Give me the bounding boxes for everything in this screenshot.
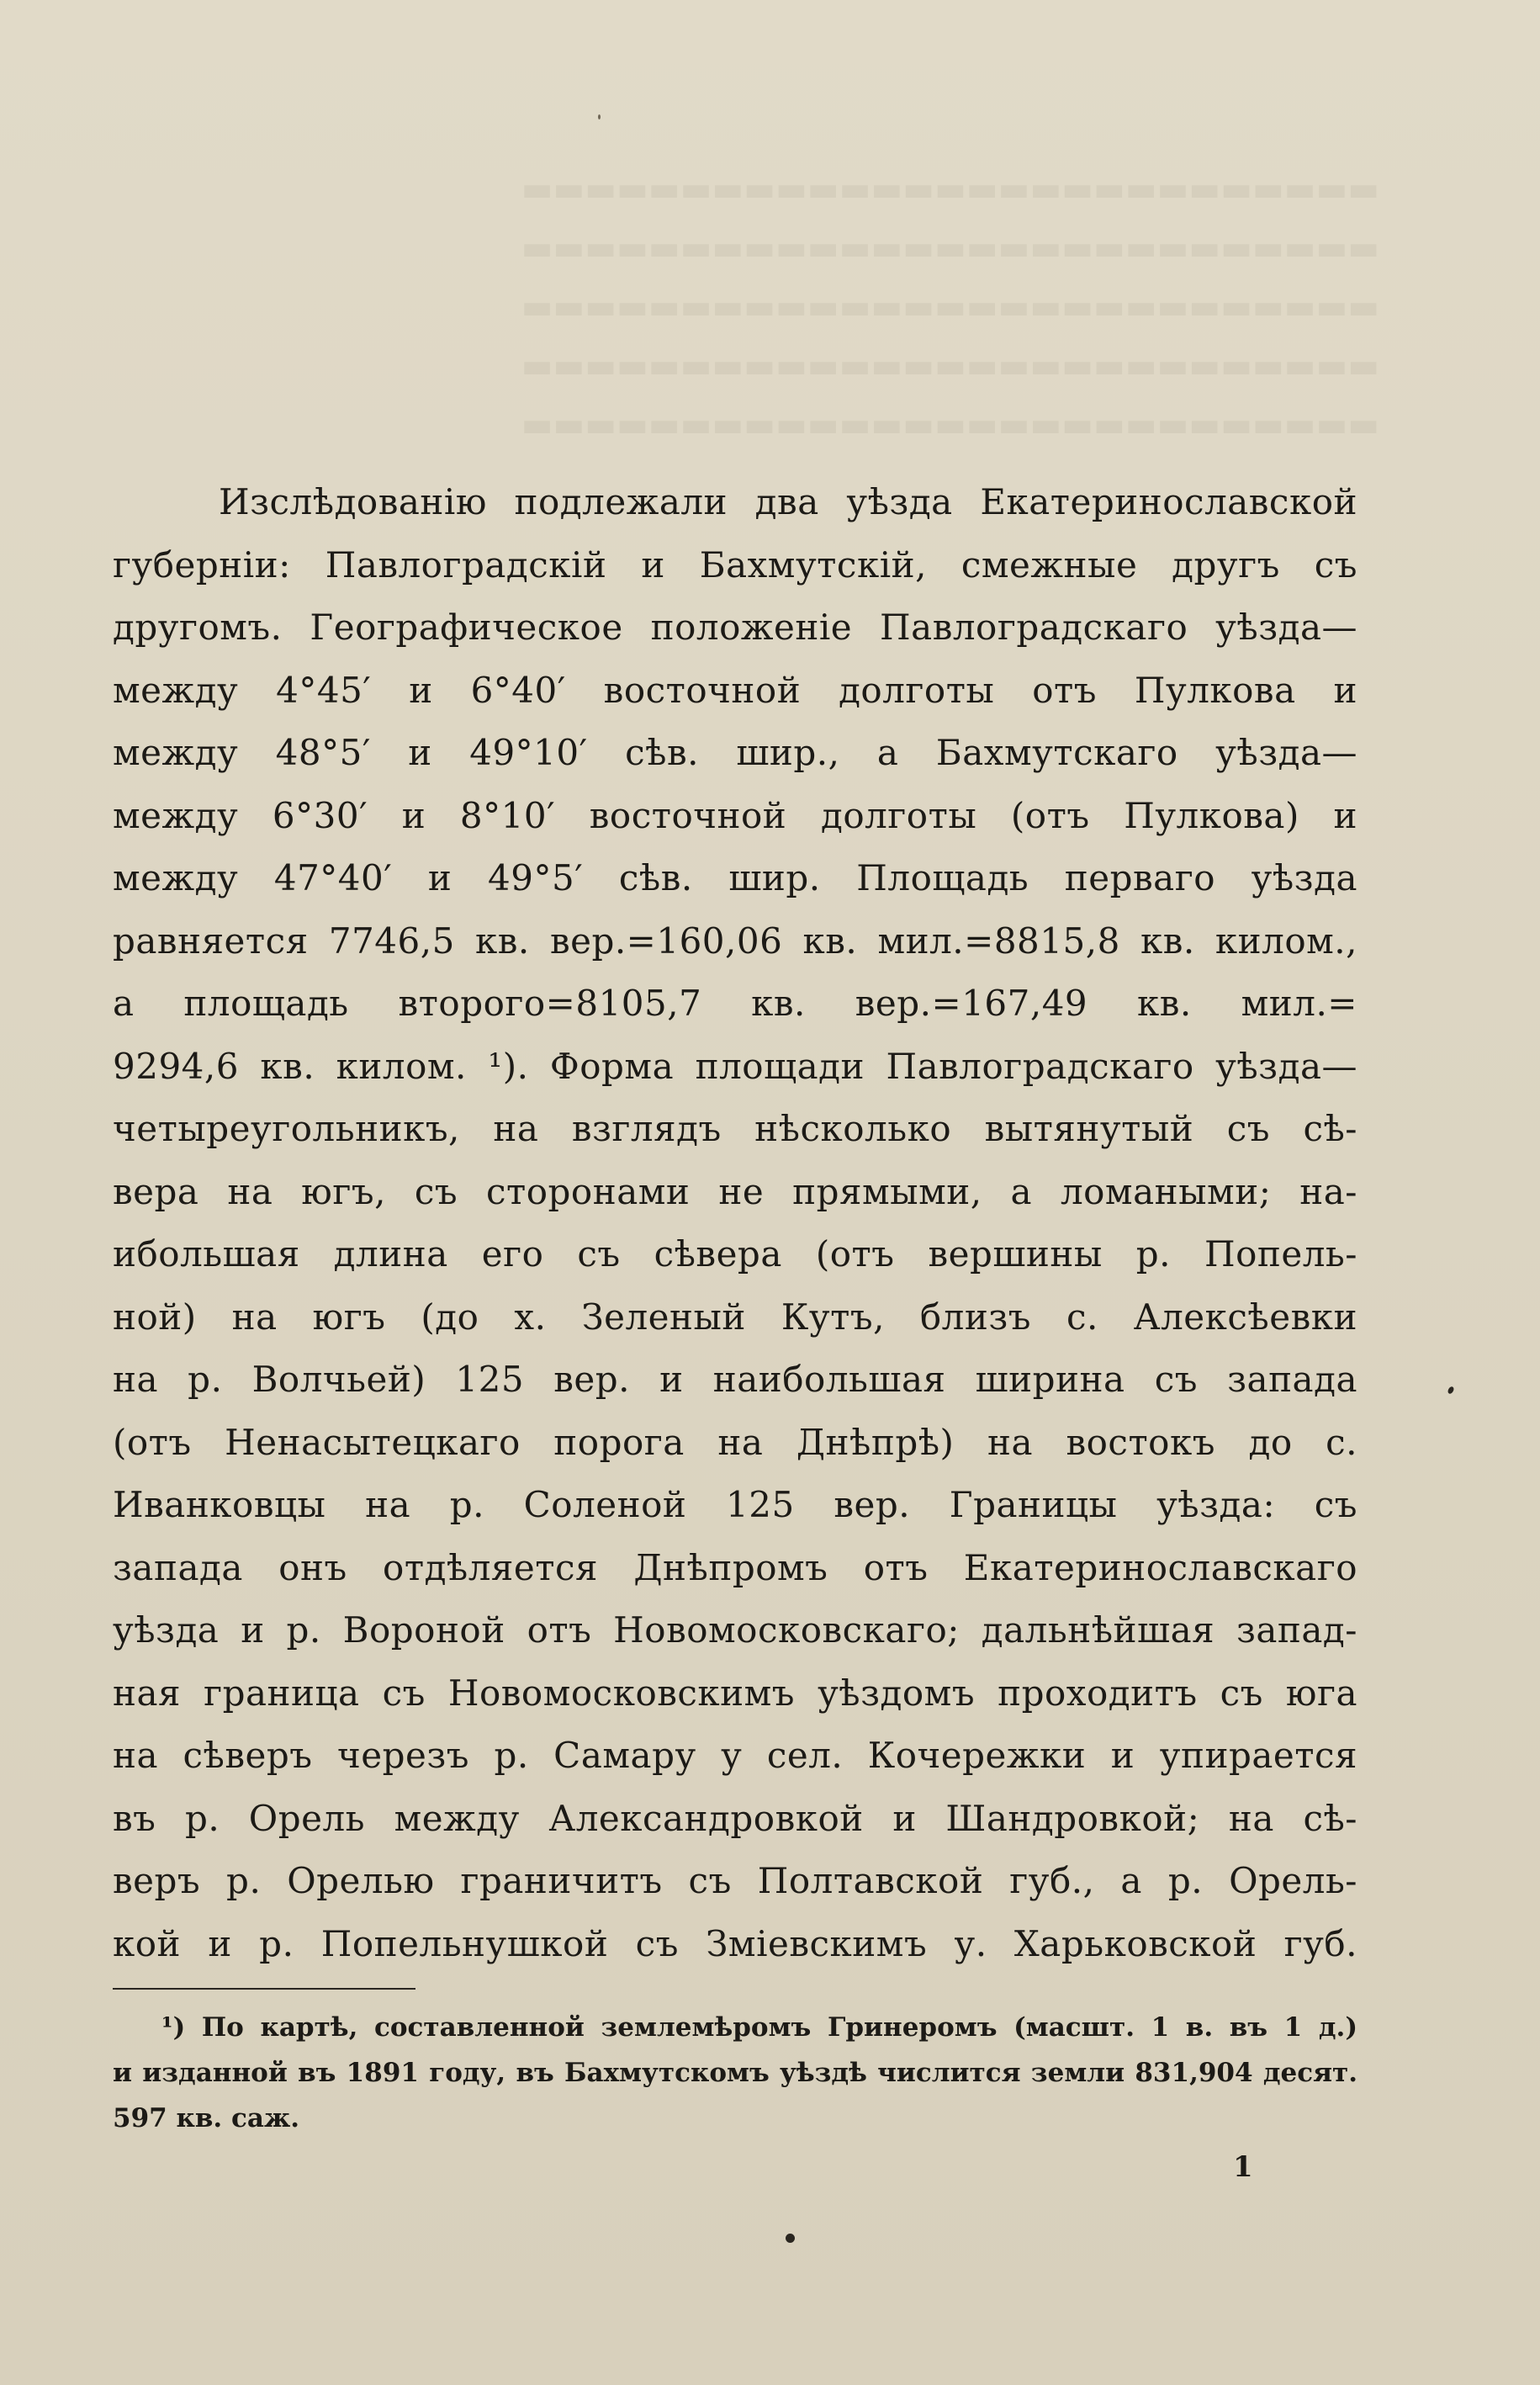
text-line: на р. Волчьей) 125 вер. и наибольшая ширина съ запада bbox=[113, 1359, 1357, 1400]
text-line: между 48°5′ и 49°10′ сѣв. шир., а Бахмутскаго уѣзда— bbox=[113, 732, 1357, 773]
text-line: уѣзда и р. Вороной отъ Новомосковскаго; дальнѣйшая запад- bbox=[113, 1609, 1357, 1651]
ink-speck bbox=[598, 114, 601, 119]
footnote bbox=[113, 2005, 1357, 2141]
footnote-line: 597 кв. саж. bbox=[113, 2103, 300, 2133]
text-line: между 4°45′ и 6°40′ восточной долготы отъ Пулкова и bbox=[113, 669, 1357, 711]
footnote-line: ¹) По картѣ, составленной землемѣромъ Гринеромъ (масшт. 1 в. въ 1 д.) bbox=[161, 2012, 1357, 2043]
text-line: на сѣверъ черезъ р. Самару у сел. Кочережки и упирается bbox=[113, 1735, 1357, 1776]
text-line: ибольшая длина его съ сѣвера (отъ вершины р. Попель- bbox=[113, 1233, 1357, 1275]
text-line: равняется 7746,5 кв. вер.=160,06 кв. мил.=8815,8 кв. килом., bbox=[113, 920, 1357, 962]
text-line: Изслѣдованію подлежали два уѣзда Екатеринославской bbox=[219, 481, 1357, 522]
footnote-divider bbox=[113, 1988, 415, 1990]
main-paragraph bbox=[113, 471, 1357, 1975]
text-line: между 6°30′ и 8°10′ восточной долготы (отъ Пулкова) и bbox=[113, 794, 1357, 836]
page-number: 1 bbox=[1233, 2150, 1253, 2184]
footnote-line: и изданной въ 1891 году, въ Бахмутскомъ уѣздѣ числится земли 831,904 десят. bbox=[113, 2058, 1357, 2088]
text-line: четыреугольникъ, на взглядъ нѣсколько вытянутый съ сѣ- bbox=[113, 1108, 1357, 1149]
text-line: губерніи: Павлоградскій и Бахмутскій, смежные другъ съ bbox=[113, 543, 1357, 586]
text-line: вера на югъ, съ сторонами не прямыми, а ломаными; на- bbox=[113, 1170, 1357, 1212]
text-line: веръ р. Орелью граничитъ съ Полтавской губ., а р. Орель- bbox=[113, 1860, 1357, 1901]
text-line: (отъ Ненасытецкаго порога на Днѣпрѣ) на востокъ до с. bbox=[113, 1421, 1357, 1463]
text-line: въ р. Орель между Александровкой и Шандровкой; на сѣ- bbox=[113, 1797, 1357, 1839]
text-line: ная граница съ Новомосковскимъ уѣздомъ проходитъ съ юга bbox=[113, 1672, 1357, 1714]
ink-speck bbox=[1447, 1386, 1455, 1395]
ink-speck bbox=[786, 2234, 795, 2243]
text-line: 9294,6 кв. килом. ¹). Форма площади Павлоградскаго уѣзда— bbox=[113, 1045, 1357, 1087]
bleed-through-shadow: ▬▬▬▬▬▬▬▬▬▬▬▬▬▬▬▬▬▬▬▬▬▬▬▬▬▬▬ ▬▬▬▬▬▬▬▬▬▬▬▬▬▬▬▬▬▬▬▬▬▬▬▬▬▬▬ ▬▬▬▬▬▬▬▬▬▬▬▬▬▬▬▬▬▬▬▬▬▬▬▬▬▬▬ ▬▬▬▬▬▬▬▬▬▬▬▬▬▬▬▬▬▬▬▬▬▬▬▬▬▬▬ ▬▬▬▬▬▬▬▬▬▬▬▬▬▬▬▬▬▬▬▬▬▬▬▬▬▬▬ bbox=[521, 170, 1379, 444]
text-line: Иванковцы на р. Соленой 125 вер. Границы уѣзда: съ bbox=[113, 1484, 1357, 1525]
text-line: кой и р. Попельнушкой съ Зміевскимъ у. Харьковской губ. bbox=[113, 1922, 1357, 1964]
text-line: другомъ. Географическое положеніе Павлоградскаго уѣзда— bbox=[113, 607, 1357, 648]
text-line: ной) на югъ (до х. Зеленый Кутъ, близъ с. Алексѣевки bbox=[113, 1296, 1357, 1338]
text-line: а площадь второго=8105,7 кв. вер.=167,49 кв. мил.= bbox=[113, 983, 1357, 1024]
text-line: запада онъ отдѣляется Днѣпромъ отъ Екатеринославскаго bbox=[113, 1546, 1357, 1588]
text-line: между 47°40′ и 49°5′ сѣв. шир. Площадь перваго уѣзда bbox=[113, 857, 1357, 898]
